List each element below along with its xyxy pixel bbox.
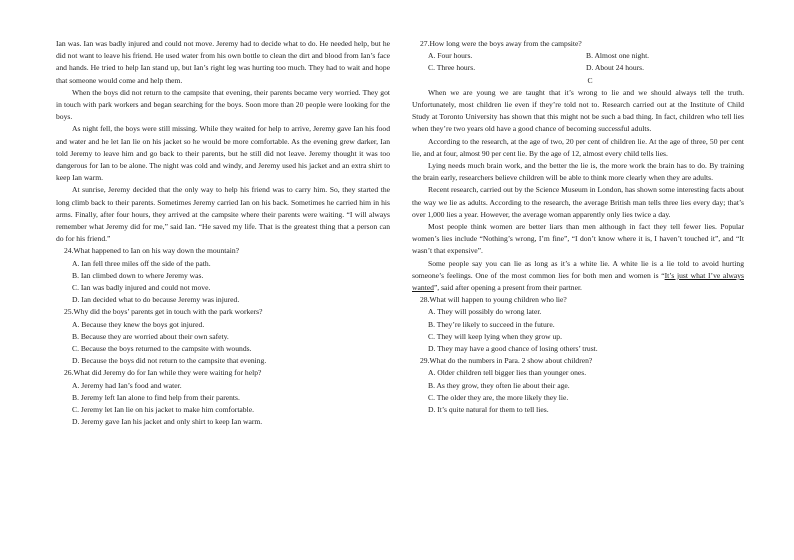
passage-paragraph: Most people think women are better liars than men although in fact they tell fewer lies. Popular women’s lies include “Nothing’s wrong, I’m fine”, “I don’t know where it is, I haven’t touched it”, and “It wasn’t that expensive”.: [412, 222, 744, 256]
question-24: 24.What happened to Ian on his way down the mountain?: [64, 246, 240, 256]
right-column: [412, 38, 744, 416]
question-28: 28.What will happen to young children who lie?: [420, 295, 567, 305]
option-24-d: D. Ian decided what to do because Jeremy was injured.: [72, 295, 240, 305]
passage-paragraph: When the boys did not return to the campsite that evening, their parents became very worried. They got in touch with park workers and began searching for the boys. Soon more than 20 people were looking for the boys.: [56, 87, 390, 122]
paragraph-text: Some people say you can lie as long as it’s a white lie. A white lie is a lie told to avoid hurting someone’s feelings. One of the most common lies for both men and women is “: [412, 258, 744, 280]
option-29-c: C. The older they are, the more likely they lie.: [428, 392, 569, 402]
passage-paragraph: When we are young we are taught that it’s wrong to lie and we should always tell the truth. Unfortunately, most children lie even if they’re told not to. Research carried out at the Institute of Child Study at Toronto University has shown that this might not be such a bad thing. In fact, children who tell lies when they’re two years old have a good chance of becoming successful adults.: [412, 87, 744, 134]
option-24-a: A. Ian fell three miles off the side of the path.: [72, 258, 211, 268]
option-26-c: C. Jeremy let Ian lie on his jacket to make him comfortable.: [72, 405, 254, 415]
left-column: [56, 38, 390, 429]
option-25-c: C. Because the boys returned to the campsite with wounds.: [72, 344, 252, 354]
option-29-b: B. As they grow, they often lie about their age.: [428, 380, 570, 390]
passage-paragraph: At sunrise, Jeremy decided that the only way to help his friend was to carry him. So, they started the long climb back to their parents. Sometimes Jeremy carried Ian on his back. Sometimes he carried him in his arms. Finally, after four hours, they arrived at the campsite where their parents were waiting. “I will always remember what Jeremy did for me,” said Ian. “He saved my life. That is the greatest thing that a person can do for his friend.”: [56, 185, 390, 244]
question-26: 26.What did Jeremy do for Ian while they were waiting for help?: [64, 368, 262, 378]
question-25: 25.Why did the boys’ parents get in touch with the park workers?: [64, 307, 263, 317]
option-row: [412, 50, 744, 62]
option-29-d: D. It’s quite natural for them to tell lies.: [428, 405, 549, 415]
option-28-b: B. They’re likely to succeed in the future.: [428, 319, 555, 329]
option-24-b: B. Ian climbed down to where Jeremy was.: [72, 270, 204, 280]
option-26-d: D. Jeremy gave Ian his jacket and only shirt to keep Ian warm.: [72, 417, 263, 427]
option-27-b: B. Almost one night.: [586, 51, 650, 61]
option-27-d: D. About 24 hours.: [586, 63, 645, 73]
option-27-c: C. Three hours.: [428, 63, 476, 73]
passage-paragraph: [412, 258, 744, 295]
option-25-b: B. Because they are worried about their own safety.: [72, 331, 229, 341]
passage-paragraph: Lying needs much brain work, and the better the lie is, the more work the brain has to do. By training the brain early, researchers believe children will be able to think more clearly when they are adults.: [412, 161, 744, 183]
passage-paragraph: According to the research, at the age of two, 20 per cent of children lie. At the age of three, 50 per cent lie, and at four, almost 90 per cent lie. By the age of 12, almost every child tells lies.: [412, 136, 744, 158]
option-25-a: A. Because they knew the boys got injured.: [72, 319, 205, 329]
passage-paragraph: Ian was. Ian was badly injured and could not move. Jeremy had to decide what to do. He needed help, but he did not want to leave his friend. He used water from his own bottle to clean the dirt and blood from Ian’s face and hands. He tried to help Ian stand up, but Ian’s right leg was hurting too much. They had to wait and hope that someone would come and help them.: [56, 39, 390, 85]
option-26-a: A. Jeremy had Ian’s food and water.: [72, 380, 182, 390]
option-26-b: B. Jeremy left Ian alone to find help from their parents.: [72, 392, 240, 402]
underlined-quote: It’s just what I’ve always wanted: [412, 270, 744, 293]
question-29: 29.What do the numbers in Para. 2 show about children?: [420, 356, 593, 366]
question-27: 27.How long were the boys away from the campsite?: [420, 39, 582, 48]
option-28-d: D. They may have a good chance of losing others’ trust.: [428, 344, 598, 354]
option-row: [412, 62, 744, 74]
option-27-a: A. Four hours.: [428, 51, 473, 61]
option-29-a: A. Older children tell bigger lies than younger ones.: [428, 368, 587, 378]
option-24-c: C. Ian was badly injured and could not move.: [72, 283, 211, 293]
passage-paragraph: Recent research, carried out by the Science Museum in London, has shown some interesting facts about the way we lie as adults. According to the research, the average British man tells three lies every day; that’s over 1,000 lies a year. However, the average woman apparently only lies twice a day.: [412, 185, 744, 219]
paragraph-text: ”, said after opening a present from their partner.: [433, 283, 582, 293]
section-letter: C: [587, 75, 593, 85]
option-28-a: A. They will possibly do wrong later.: [428, 307, 542, 317]
passage-paragraph: As night fell, the boys were still missing. While they waited for help to arrive, Jeremy gave Ian his food and water and he let Ian lie on his jacket so he would be more comfortable. As the evening grew darker, Ian told Jeremy to leave him and go back to their parents, but he still did not leave. Jeremy thought it was too dangerous for Ian to be alone. The night was cold and windy, and Jeremy used his jacket and an extra shirt to keep Ian warm.: [56, 124, 390, 183]
option-25-d: D. Because the boys did not return to the campsite that evening.: [72, 356, 267, 366]
option-28-c: C. They will keep lying when they grow up.: [428, 331, 562, 341]
